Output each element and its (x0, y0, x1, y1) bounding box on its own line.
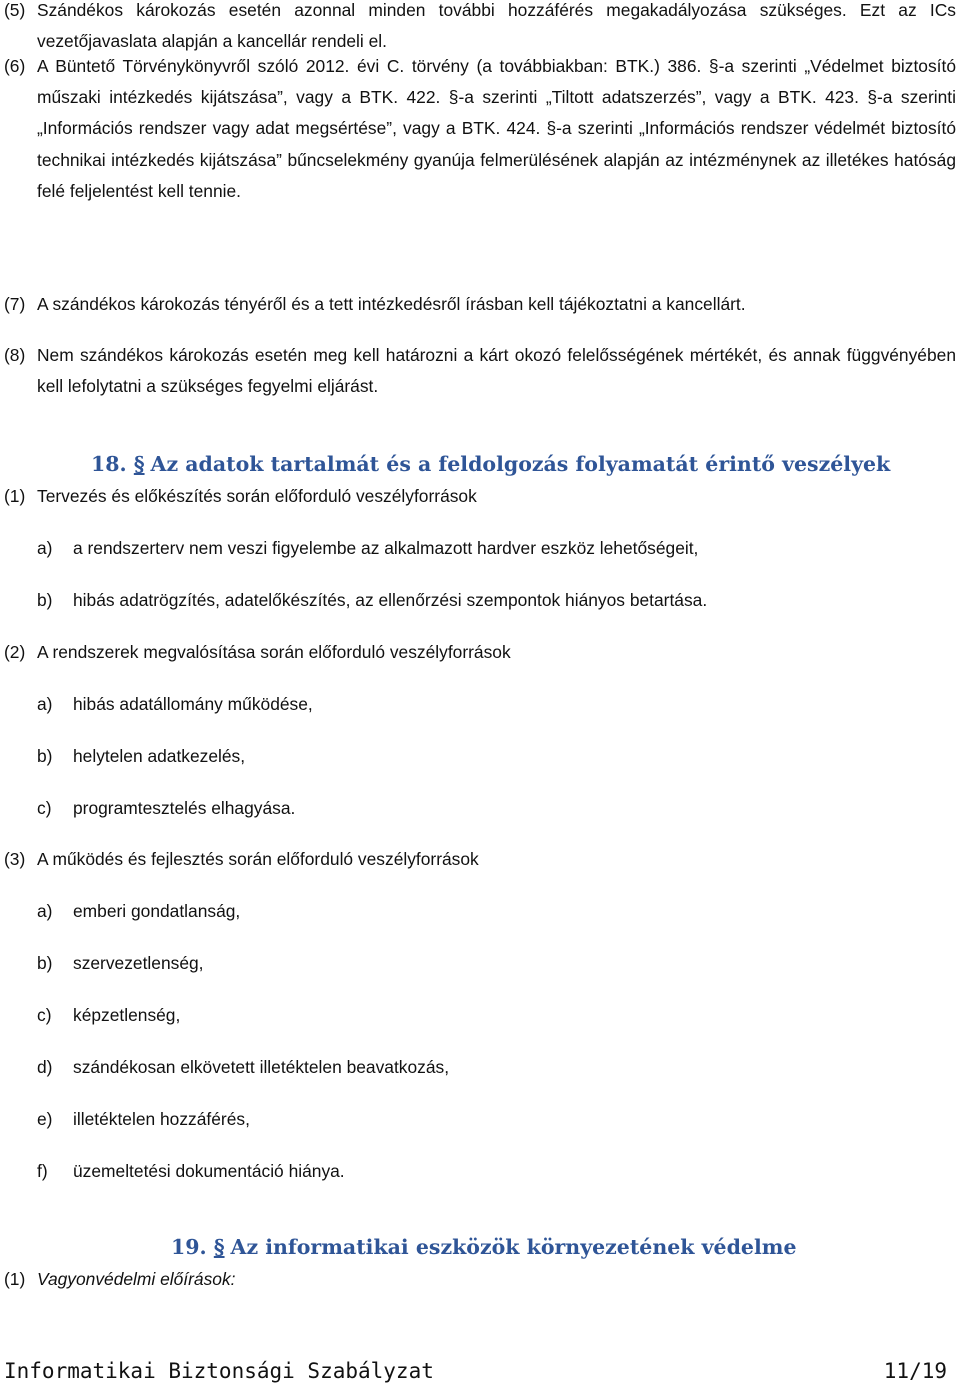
list-text: üzemeltetési dokumentáció hiánya. (73, 1161, 345, 1181)
page-footer (0, 1356, 947, 1386)
page-number: 11/19 (883, 1359, 947, 1383)
section-title: Az informatikai eszközök környezetének védelme (230, 1235, 797, 1259)
section-number: 18. (91, 452, 127, 476)
section-18-item-1 (4, 484, 477, 508)
section-19-heading (171, 1233, 797, 1261)
list-text: szervezetlenség, (73, 953, 204, 973)
list-item (37, 744, 245, 768)
section-title: Az adatok tartalmát és a feldolgozás folyamatát érintő veszélyek (150, 452, 891, 476)
list-text: programtesztelés elhagyása. (73, 798, 296, 818)
section-sign: § (213, 1235, 225, 1259)
list-label: b) (37, 953, 53, 973)
paragraph-6 (0, 51, 956, 207)
item-number: (3) (4, 849, 26, 869)
list-item (37, 1055, 449, 1079)
paragraph-text: Szándékos károkozás esetén azonnal minden további hozzáférés megakadályozása szükséges. Ezt az ICs vezetőjavaslata alapján a kancellár rendeli el. (37, 0, 956, 52)
list-label: a) (37, 538, 53, 558)
paragraph-7 (0, 289, 956, 320)
section-18-item-3 (4, 847, 479, 871)
item-text: A működés és fejlesztés során előforduló veszélyforrások (37, 849, 479, 869)
list-label: b) (37, 590, 53, 610)
list-label: a) (37, 694, 53, 714)
paragraph-number: (7) (4, 294, 26, 314)
list-label: e) (37, 1109, 53, 1129)
list-item (37, 588, 707, 612)
list-item (37, 796, 295, 820)
paragraph-8 (0, 340, 956, 402)
list-text: hibás adatállomány működése, (73, 694, 313, 714)
item-number: (1) (4, 486, 26, 506)
section-number: 19. (171, 1235, 207, 1259)
list-item (37, 536, 698, 560)
item-text: A rendszerek megvalósítása során előforduló veszélyforrások (37, 642, 511, 662)
list-text: szándékosan elkövetett illetéktelen beavatkozás, (73, 1057, 450, 1077)
paragraph-text: Nem szándékos károkozás esetén meg kell határozni a kárt okozó felelősségének mértékét, és annak függvényében kell lefolytatni a szükséges fegyelmi eljárást. (37, 345, 956, 397)
paragraph-5 (0, 0, 956, 57)
list-label: c) (37, 1005, 52, 1025)
list-item (37, 692, 313, 716)
paragraph-number: (5) (4, 0, 26, 20)
list-label: f) (37, 1161, 48, 1181)
item-number: (1) (4, 1269, 26, 1289)
item-text: Vagyonvédelmi előírások: (37, 1269, 236, 1289)
list-text: emberi gondatlanság, (73, 901, 241, 921)
list-label: a) (37, 901, 53, 921)
paragraph-number: (8) (4, 345, 26, 365)
list-item (37, 1107, 250, 1131)
item-number: (2) (4, 642, 26, 662)
footer-title: Informatikai Biztonsági Szabályzat (4, 1359, 434, 1383)
section-19-item-1 (4, 1267, 236, 1291)
section-sign: § (133, 452, 145, 476)
list-item (37, 951, 204, 975)
list-text: a rendszerterv nem veszi figyelembe az alkalmazott hardver eszköz lehetőségeit, (73, 538, 699, 558)
paragraph-text: A szándékos károkozás tényéről és a tett intézkedésről írásban kell tájékoztatni a kancellárt. (37, 294, 746, 314)
list-label: c) (37, 798, 52, 818)
list-text: képzetlenség, (73, 1005, 181, 1025)
list-item (37, 899, 240, 923)
item-text: Tervezés és előkészítés során előforduló veszélyforrások (37, 486, 477, 506)
list-text: helytelen adatkezelés, (73, 746, 246, 766)
paragraph-number: (6) (4, 56, 26, 76)
section-18-item-2 (4, 640, 511, 664)
list-label: d) (37, 1057, 53, 1077)
list-text: illetéktelen hozzáférés, (73, 1109, 250, 1129)
list-label: b) (37, 746, 53, 766)
section-18-heading (91, 450, 890, 478)
list-text: hibás adatrögzítés, adatelőkészítés, az ellenőrzési szempontok hiányos betartása. (73, 590, 708, 610)
list-item (37, 1159, 345, 1183)
list-item (37, 1003, 180, 1027)
paragraph-text: A Büntető Törvénykönyvről szóló 2012. évi C. törvény (a továbbiakban: BTK.) 386. §-a szerinti „Védelmet biztosító műszaki intézkedés kijátszása”, vagy a BTK. 422. §-a szerinti „Tiltott adatszerzés”, vagy a BTK. 423. §-a szerinti „Információs rendszer vagy adat megsértése”, vagy a BTK. 424. §-a szerinti „Információs rendszer védelmét biztosító technikai intézkedés kijátszása” bűncselekmény gyanúja felmerülésének alapján az intézménynek az illetékes hatóság felé feljelentést kell tennie. (37, 56, 956, 201)
